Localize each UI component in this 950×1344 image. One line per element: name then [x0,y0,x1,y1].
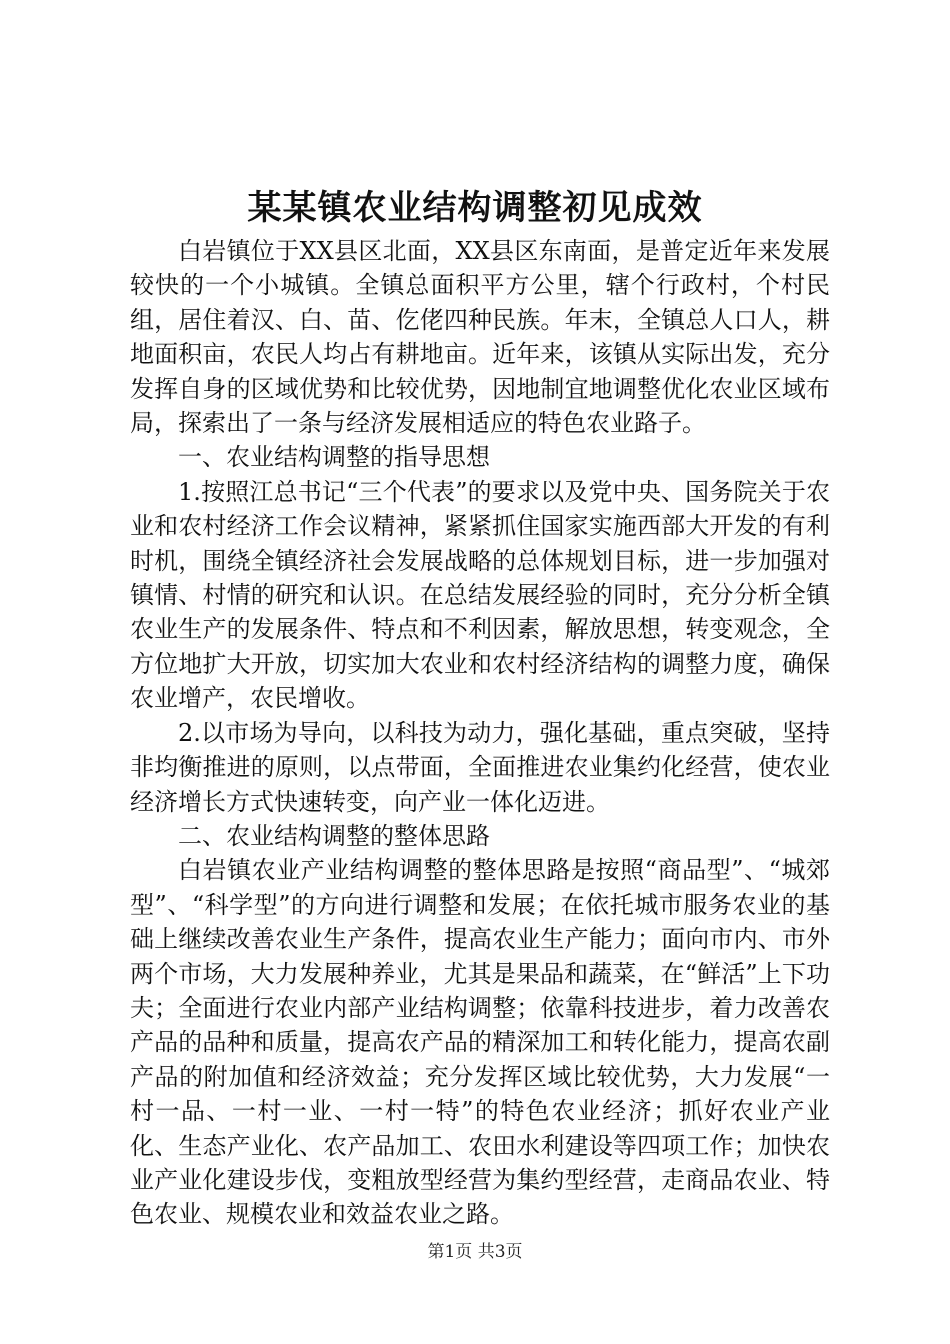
section-heading-overall-approach: 二、农业结构调整的整体思路 [178,821,490,850]
guiding-point-1-paragraph: 1.按照江总书记“三个代表”的要求以及党中央、国务院关于农业和农村经济工作会议精神，紧紧抓住国家实施西部大开发的有利时机，围绕全镇经济社会发展战略的总体规划目标，进一步加强对镇情、村情的研究和认识。在总结发展经验的同时，充分分析全镇农业生产的发展条件、特点和不利因素，解放思想，转变观念，全方位地扩大开放，切实加大农业和农村经济结构的调整力度，确保农业增产，农民增收。 [130,477,830,713]
section-heading-guiding-ideology: 一、农业结构调整的指导思想 [178,443,490,472]
document-body [130,234,830,1232]
guiding-point-2-paragraph: 2.以市场为导向，以科技为动力，强化基础，重点突破，坚持非均衡推进的原则，以点带面，全面推进农业集约化经营，使农业经济增长方式快速转变，向产业一体化迈进。 [130,718,830,816]
overall-approach-paragraph: 白岩镇农业产业结构调整的整体思路是按照“商品型”、“城郊型”、“科学型”的方向进行调整和发展；在依托城市服务农业的基础上继续改善农业生产条件，提高农业生产能力；面向市内、市外两个市场，大力发展种养业，尤其是果品和蔬菜，在“鲜活”上下功夫；全面进行农业内部产业结构调整；依靠科技进步，着力改善农产品的品种和质量，提高农产品的精深加工和转化能力，提高农副产品的附加值和经济效益；充分发挥区域比较优势，大力发展“一村一品、一村一业、一村一特”的特色农业经济；抓好农业产业化、生态产业化、农产品加工、农田水利建设等四项工作；加快农业产业化建设步伐，变粗放型经营为集约型经营，走商品农业、特色农业、规模农业和效益农业之路。 [130,856,830,1229]
document-title: 某某镇农业结构调整初见成效 [247,188,703,228]
page-indicator: 第1页 共3页 [427,1242,523,1262]
intro-paragraph: 白岩镇位于XX县区北面，XX县区东南面，是普定近年来发展较快的一个小城镇。全镇总面积平方公里，辖个行政村，个村民组，居住着汉、白、苗、仡佬四种民族。年末，全镇总人口人，耕地面积亩，农民人均占有耕地亩。近年来，该镇从实际出发，充分发挥自身的区域优势和比较优势，因地制宜地调整优化农业区域布局，探索出了一条与经济发展相适应的特色农业路子。 [130,237,830,438]
page-footer [0,1240,950,1264]
